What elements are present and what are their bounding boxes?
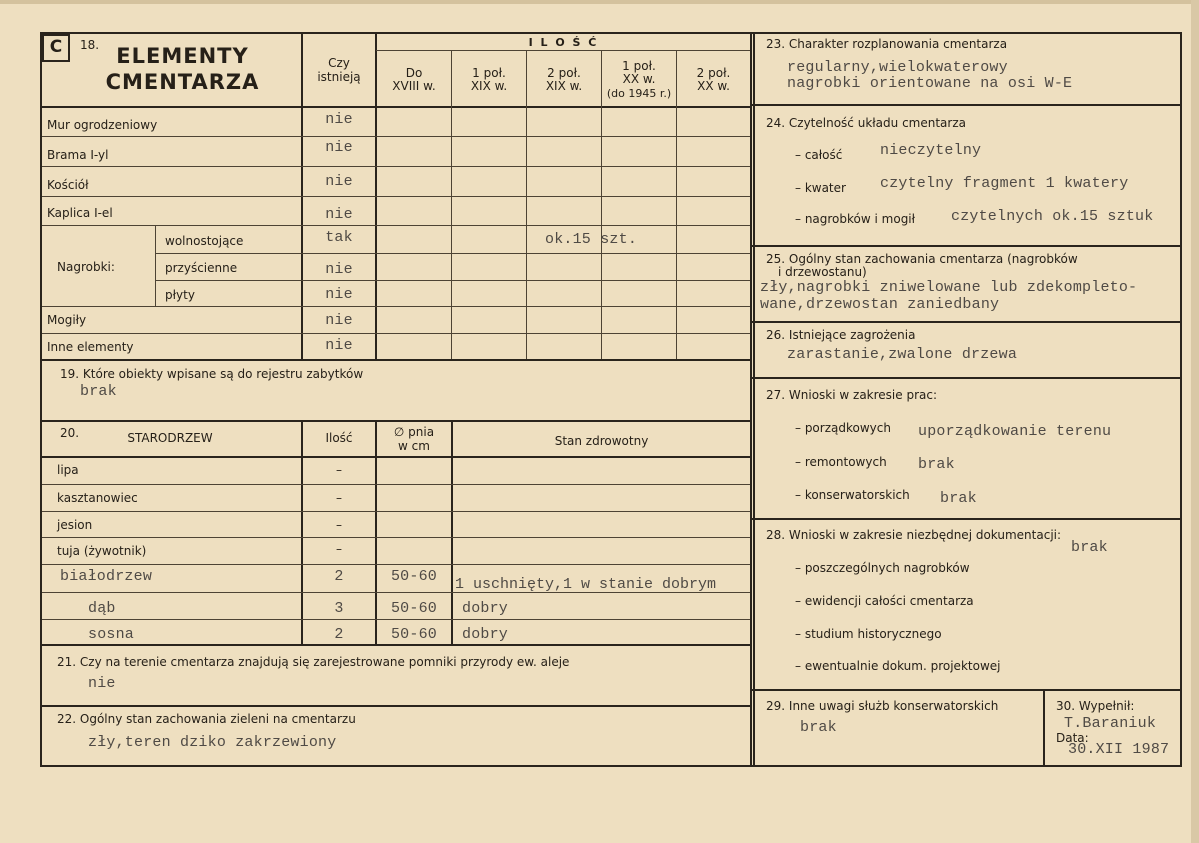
section-25-line1: zły,nagrobki zniwelowane lub zdekompleto- xyxy=(760,279,1138,296)
trees-health-header: Stan zdrowotny xyxy=(554,434,649,448)
row-value-graves: nie xyxy=(325,312,353,329)
gravestones-freestanding-value: tak xyxy=(325,229,353,246)
tree-health: dobry xyxy=(462,600,509,617)
date-value: 30.XII 1987 xyxy=(1068,741,1170,758)
section-20-title: STARODRZEW xyxy=(127,431,213,445)
row-value-wall: nie xyxy=(325,111,353,128)
gravestones-wall-value: nie xyxy=(325,261,353,278)
tree-quantity: 3 xyxy=(334,600,344,617)
tree-health: 1 uschnięty,1 w stanie dobrym xyxy=(455,576,717,593)
period-5-line2: XX w. xyxy=(697,79,730,93)
section-25-label-line1: 25. Ogólny stan zachowania cmentarza (nagrobków xyxy=(766,252,1078,266)
documentation-project: – ewentualnie dokum. projektowej xyxy=(795,659,1001,673)
card-letter-box xyxy=(42,34,70,62)
row-value-other: nie xyxy=(325,337,353,354)
trees-trunk-header-line1: ∅ pnia xyxy=(393,425,435,439)
tree-name: jesion xyxy=(57,518,93,532)
works-conservation-label: – konserwatorskich xyxy=(795,488,910,502)
tree-quantity: – xyxy=(336,463,342,477)
section-28-value: brak xyxy=(1071,539,1108,556)
trees-quantity-header: Ilość xyxy=(325,431,353,445)
tree-name: lipa xyxy=(57,463,79,477)
tree-trunk-size: 50-60 xyxy=(390,568,437,585)
row-value-chapel: nie xyxy=(325,206,353,223)
works-conservation-value: brak xyxy=(940,490,977,507)
period-1-line1: Do xyxy=(405,66,423,80)
tree-name: dąb xyxy=(88,600,116,617)
exists-header-line1: Czy xyxy=(328,56,350,70)
legibility-graves-label: – nagrobków i mogił xyxy=(795,212,916,226)
row-value-gate: nie xyxy=(325,139,353,156)
legibility-graves-value: czytelnych ok.15 sztuk xyxy=(951,208,1154,225)
filled-by-name: T.Baraniuk xyxy=(1064,715,1157,732)
tree-quantity: – xyxy=(336,542,342,556)
period-3-line1: 2 poł. xyxy=(547,66,581,80)
gravestones-slabs-label: płyty xyxy=(165,288,195,302)
section-26-value: zarastanie,zwalone drzewa xyxy=(787,346,1018,363)
quantity-header: I L O Ś Ć xyxy=(528,36,599,49)
documentation-gravestones: – poszczególnych nagrobków xyxy=(795,561,970,575)
section-29-value: brak xyxy=(800,719,837,736)
row-label-wall: Mur ogrodzeniowy xyxy=(47,118,158,132)
card-letter: C xyxy=(49,37,63,57)
section-25-line2: wane,drzewostan zaniedbany xyxy=(760,296,1000,313)
documentation-cemetery-records: – ewidencji całości cmentarza xyxy=(795,594,974,608)
gravestones-label: Nagrobki: xyxy=(57,260,115,274)
section-23-label: 23. Charakter rozplanowania cmentarza xyxy=(766,37,1008,51)
gravestones-wall-label: przyścienne xyxy=(165,261,238,275)
row-label-chapel: Kaplica I-el xyxy=(47,206,113,220)
row-value-church: nie xyxy=(325,173,353,190)
gravestones-slabs-value: nie xyxy=(325,286,353,303)
section-29-label: 29. Inne uwagi służb konserwatorskich xyxy=(766,699,999,713)
tree-trunk-size: 50-60 xyxy=(390,600,437,617)
section-21-label: 21. Czy na terenie cmentarza znajdują się zarejestrowane pomniki przyrody ew. aleje xyxy=(57,655,570,669)
paper-edge-right xyxy=(1191,0,1199,843)
date-label: Data: xyxy=(1056,731,1089,745)
period-3-line2: XIX w. xyxy=(545,79,583,93)
section-28-label: 28. Wnioski w zakresie niezbędnej dokumentacji: xyxy=(766,528,1062,542)
section-22-label: 22. Ogólny stan zachowania zieleni na cmentarzu xyxy=(57,712,356,726)
section-21-value: nie xyxy=(88,675,116,692)
section-27-label: 27. Wnioski w zakresie prac: xyxy=(766,388,938,402)
section-19-label: 19. Które obiekty wpisane są do rejestru zabytków xyxy=(60,367,364,381)
period-4-line1: 1 poł. xyxy=(622,59,656,73)
legibility-whole-value: nieczytelny xyxy=(880,142,982,159)
section-25-label-line2: i drzewostanu) xyxy=(778,265,867,279)
tree-quantity: – xyxy=(336,518,342,532)
paper-edge-top xyxy=(0,0,1199,4)
legibility-quarters-label: – kwater xyxy=(795,181,846,195)
row-label-gate: Brama I-yl xyxy=(47,148,109,162)
tree-name: sosna xyxy=(88,626,135,643)
period-2-line2: XIX w. xyxy=(470,79,508,93)
row-label-church: Kościół xyxy=(47,178,89,192)
section-20-number: 20. xyxy=(60,426,80,440)
tree-name: kasztanowiec xyxy=(57,491,138,505)
row-label-graves: Mogiły xyxy=(47,313,87,327)
tree-quantity: 2 xyxy=(334,626,344,643)
works-cleanup-value: uporządkowanie terenu xyxy=(918,423,1112,440)
section-26-label: 26. Istniejące zagrożenia xyxy=(766,328,916,342)
section-23-line2: nagrobki orientowane na osi W-E xyxy=(787,75,1073,92)
period-4-line3: (do 1945 r.) xyxy=(606,87,672,100)
section-18-title-line1: ELEMENTY xyxy=(116,44,249,68)
section-18-number: 18. xyxy=(80,38,100,52)
period-5-line1: 2 poł. xyxy=(696,66,731,80)
section-24-label: 24. Czytelność układu cmentarza xyxy=(766,116,966,130)
tree-trunk-size: 50-60 xyxy=(390,626,437,643)
works-repair-label: – remontowych xyxy=(795,455,887,469)
exists-header-line2: istnieją xyxy=(317,70,361,84)
legibility-quarters-value: czytelny fragment 1 kwatery xyxy=(880,175,1129,192)
period-1-line2: XVIII w. xyxy=(392,79,436,93)
works-repair-value: brak xyxy=(918,456,955,473)
tree-quantity: 2 xyxy=(334,568,344,585)
section-19-value: brak xyxy=(80,383,117,400)
legibility-whole-label: – całość xyxy=(795,148,843,162)
period-2-line1: 1 poł. xyxy=(472,66,506,80)
period-4-line2: XX w. xyxy=(622,72,656,86)
section-22-value: zły,teren dziko zakrzewiony xyxy=(88,734,337,751)
section-30-label: 30. Wypełnił: xyxy=(1056,699,1135,713)
documentation-historical-study: – studium historycznego xyxy=(795,627,942,641)
tree-name: białodrzew xyxy=(60,568,153,585)
gravestones-freestanding-label: wolnostojące xyxy=(165,234,244,248)
tree-name: tuja (żywotnik) xyxy=(57,544,147,558)
section-18-title-line2: CMENTARZA xyxy=(105,70,260,94)
works-cleanup-label: – porządkowych xyxy=(795,421,891,435)
section-23-line1: regularny,wielokwaterowy xyxy=(787,59,1008,76)
trees-trunk-header-line2: w cm xyxy=(398,439,430,453)
tree-health: dobry xyxy=(462,626,509,643)
gravestones-count: ok.15 szt. xyxy=(545,231,638,248)
tree-quantity: – xyxy=(336,491,342,505)
row-label-other: Inne elementy xyxy=(47,340,134,354)
